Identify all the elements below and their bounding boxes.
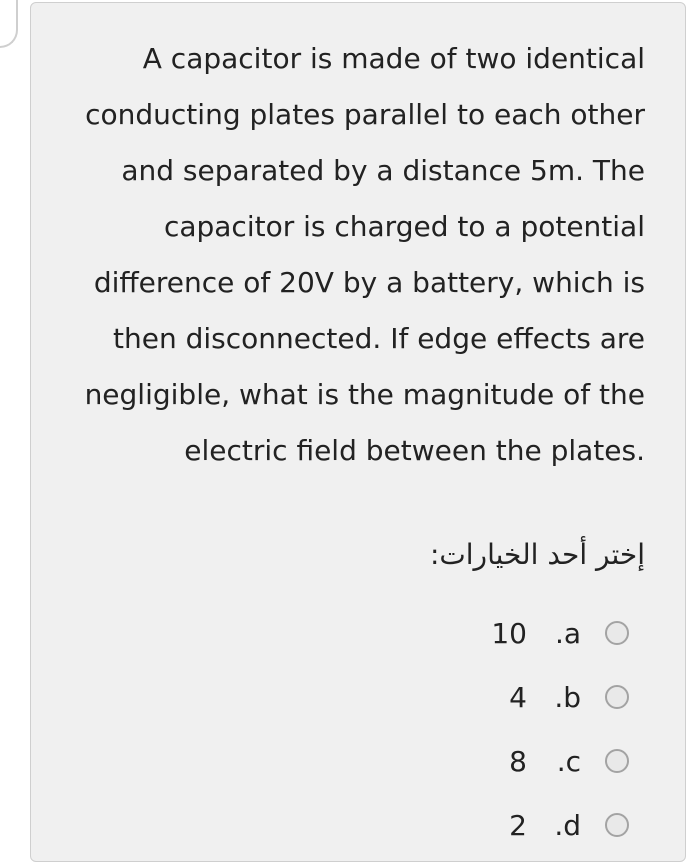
question-line: difference of 20V by a battery, which is xyxy=(93,266,645,299)
left-card-corner xyxy=(0,0,18,48)
question-text xyxy=(71,31,645,479)
radio-button[interactable] xyxy=(605,621,629,645)
radio-button[interactable] xyxy=(605,685,629,709)
option-letter: .c xyxy=(556,744,581,778)
question-card xyxy=(30,2,686,862)
radio-button[interactable] xyxy=(605,813,629,837)
option-b[interactable] xyxy=(369,665,629,729)
option-letter: .a xyxy=(554,616,581,650)
question-line: A capacitor is made of two identical xyxy=(142,42,645,75)
question-line: negligible, what is the magnitude of the xyxy=(84,378,645,411)
option-value: 8 xyxy=(509,744,527,778)
option-c[interactable] xyxy=(369,729,629,793)
question-line: conducting plates parallel to each other xyxy=(85,98,645,131)
option-value: 10 xyxy=(491,616,527,650)
question-line: then disconnected. If edge effects are xyxy=(113,322,645,355)
question-line: and separated by a distance 5m. The xyxy=(121,154,645,187)
answer-options xyxy=(369,601,629,857)
option-a[interactable] xyxy=(369,601,629,665)
option-letter: .d xyxy=(554,808,581,842)
radio-button[interactable] xyxy=(605,749,629,773)
question-line: capacitor is charged to a potential xyxy=(163,210,645,243)
option-letter: .b xyxy=(554,680,581,714)
choose-option-prompt: إختر أحد الخيارات: xyxy=(429,538,645,571)
option-d[interactable] xyxy=(369,793,629,857)
option-value: 4 xyxy=(509,680,527,714)
option-value: 2 xyxy=(509,808,527,842)
question-line: .electric field between the plates xyxy=(184,434,645,467)
